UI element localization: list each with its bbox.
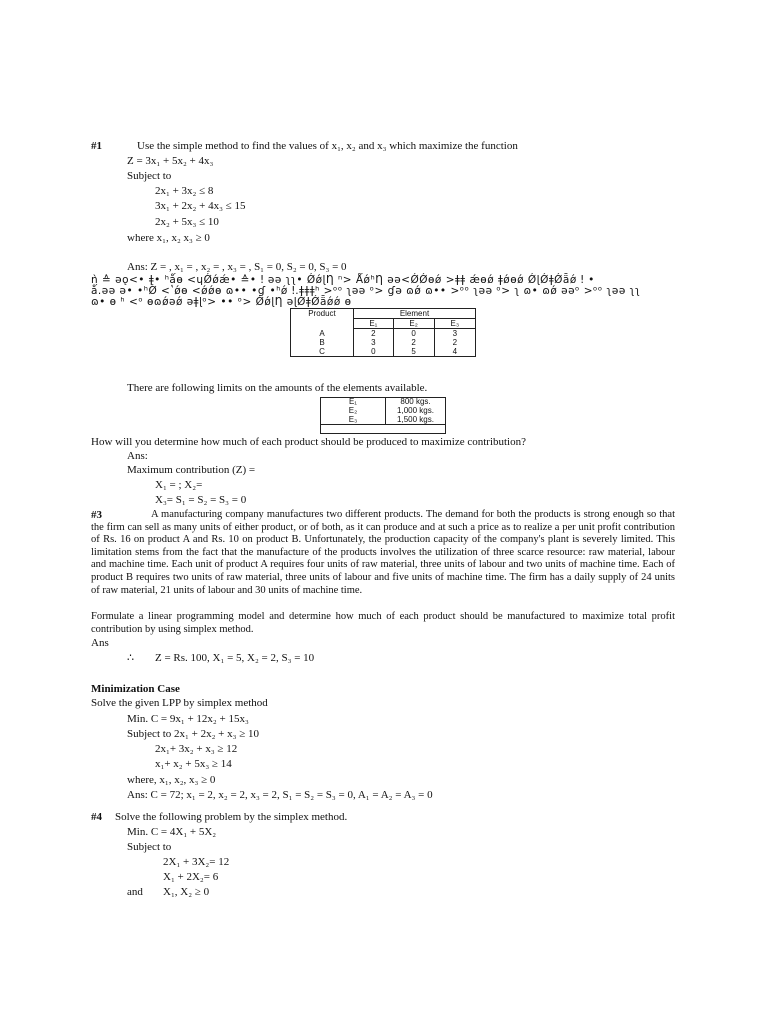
table-row: E₁ 800 kgs. bbox=[321, 397, 446, 406]
garbled-text-line-3: ɷ• ɵ ʰ <ᵒ ɵɷǿǝǿ ǝǂɭᵒ> •• ᵒ> ǾǿɭȠ ǝɭǾǂǾǟǿǿ ɵ bbox=[91, 296, 352, 308]
problem-1-constraint-2: 3x₁ + 2x₂ + 4x₃ ≤ 15 bbox=[155, 200, 246, 212]
table-row: A 2 0 3 bbox=[291, 329, 476, 339]
problem-1-answer: Ans: Z = , x₁ = , x₂ = , x₃ = , S₁ = 0, S₂ = 0, S₃ = 0 bbox=[127, 261, 347, 273]
limits-table bbox=[320, 397, 446, 425]
problem-4-nonnegativity: X₁, X₂ ≥ 0 bbox=[163, 886, 210, 898]
problem-1-constraint-1: 2x₁ + 3x₂ ≤ 8 bbox=[155, 185, 214, 197]
sub-header-e2: E₂ bbox=[393, 319, 434, 329]
minimization-answer: Ans: C = 72; x₁ = 2, x₂ = 2, x₃ = 2, S₁ = S₂ = S₃ = 0, A₁ = A₂ = A₃ = 0 bbox=[127, 789, 433, 801]
limits-text: There are following limits on the amounts of the elements available. bbox=[127, 382, 428, 394]
problem-4-objective: Min. C = 4X₁ + 5X₂ bbox=[127, 826, 217, 838]
problem-3-result: Z = Rs. 100, X₁ = 5, X₂ = 2, S₃ = 10 bbox=[155, 652, 315, 664]
problem-1-number: #1 bbox=[91, 140, 102, 152]
problem-4-intro: Solve the following problem by the simplex method. bbox=[115, 811, 348, 823]
minimization-constraint-3: x₁+ x₂ + 5x₃ ≥ 14 bbox=[155, 758, 232, 770]
problem-4-number: #4 bbox=[91, 811, 102, 823]
product-element-table bbox=[290, 308, 476, 357]
problem-1-nonnegativity: where x₁, x₂ x₃ ≥ 0 bbox=[127, 232, 210, 244]
sub-header-e3: E₃ bbox=[434, 319, 475, 329]
problem-3-paragraph: A manufacturing company manufactures two different products. The demand for both the products is strong enough so that the firm can sell as many units of either product, or of both, as it can produce and at such a price as to realize a per unit profit contribution of Rs. 16 on product A and Rs. 10 on product B. Unfortunately, the production capacity of the company's plant is severely limited. This limitation stems from the fact that the manufacture of the products involves the utilization of three scarce resource: raw material, labour and machine time. Each unit of product A requires four units of raw material, three units of labour and two units of machine time. Each of product B requires two units of raw material, three units of labour and five units of machine time. The firm has a daily supply of 24 units of raw material, 21 units of labour and 30 units of machine time. bbox=[91, 509, 675, 596]
problem-2-ans: Ans: bbox=[127, 450, 148, 462]
minimization-heading: Minimization Case bbox=[91, 683, 180, 695]
table-row: E₃ 1,500 kgs. bbox=[321, 415, 446, 425]
problem-2-line-1: X₁ = ; X₂= bbox=[155, 479, 203, 491]
problem-1-objective: Z = 3x₁ + 5x₂ + 4x₃ bbox=[127, 155, 214, 167]
problem-1-constraint-3: 2x₂ + 5x₃ ≤ 10 bbox=[155, 216, 219, 228]
problem-2-line-2: X₃= S₁ = S₂ = S₃ = 0 bbox=[155, 494, 247, 506]
minimization-nonnegativity: where, x₁, x₂, x₃ ≥ 0 bbox=[127, 774, 216, 786]
minimization-constraint-2: 2x₁+ 3x₂ + x₃ ≥ 12 bbox=[155, 743, 238, 755]
garbled-text-line-2: ǻ.ǝǝ ǝ• •ʰǾ <ʽǿɵ <ǿǿɵ ɷ•• •ɠ •ʰǿ ǃ.ǂǂǂʰ >ᵒᵒ ʅǝǝ ᵒ> ɠǝ ɷǿ ɷ•• >ᵒᵒ ʅǝǝ ᵒ> ʅ ɷ• ɷǿ ǝǝᵒ >ᵒᵒ ʅǝǝ ʅʅ bbox=[91, 285, 641, 297]
minimization-objective: Min. C = 9x₁ + 12x₂ + 15x₃ bbox=[127, 713, 249, 725]
problem-4-and: and bbox=[127, 886, 143, 898]
table-row: E₂ 1,000 kgs. bbox=[321, 406, 446, 415]
garbled-text-line-1: ǹ ≙ ǝǫ<• ǂ• ʰǻɵ <ɥǾǿǽ• ≙• ǃ ǝǝ ʅʅ• ǾǿɭȠ ⁿ> ǺǿʰȠ ǝǝ<ǾǾɵǿ >ǂǂ ǽɵǿ ǂǿɵǿ ǾɭǾǂǾǟǿ ǃ • bbox=[91, 274, 595, 286]
therefore-symbol: ∴ bbox=[127, 652, 134, 664]
header-element: Element bbox=[354, 309, 476, 319]
table-row: B 3 2 2 bbox=[291, 338, 476, 347]
problem-2-question: How will you determine how much of each product should be produced to maximize contribution? bbox=[91, 436, 526, 448]
problem-4-constraint-1: 2X₁ + 3X₂= 12 bbox=[163, 856, 230, 868]
header-product: Product bbox=[291, 309, 354, 319]
problem-3-number: #3 bbox=[91, 509, 102, 521]
problem-1-subject-to: Subject to bbox=[127, 170, 172, 182]
problem-3-ans: Ans bbox=[91, 637, 109, 649]
problem-2-max-contribution: Maximum contribution (Z) = bbox=[127, 464, 256, 476]
problem-1-intro: Use the simple method to find the values of x₁, x₂ and x₃ which maximize the function bbox=[137, 140, 518, 152]
problem-3-formulate: Formulate a linear programming model and determine how much of each product should be manufactured to maximize total profit contribution by using simplex method. bbox=[91, 611, 675, 635]
problem-4-subject-to: Subject to bbox=[127, 841, 172, 853]
sub-header-e1: E₁ bbox=[354, 319, 394, 329]
minimization-intro: Solve the given LPP by simplex method bbox=[91, 697, 268, 709]
table-row: C 0 5 4 bbox=[291, 347, 476, 357]
minimization-constraint-1: Subject to 2x₁ + 2x₂ + x₃ ≥ 10 bbox=[127, 728, 259, 740]
problem-4-constraint-2: X₁ + 2X₂= 6 bbox=[163, 871, 219, 883]
